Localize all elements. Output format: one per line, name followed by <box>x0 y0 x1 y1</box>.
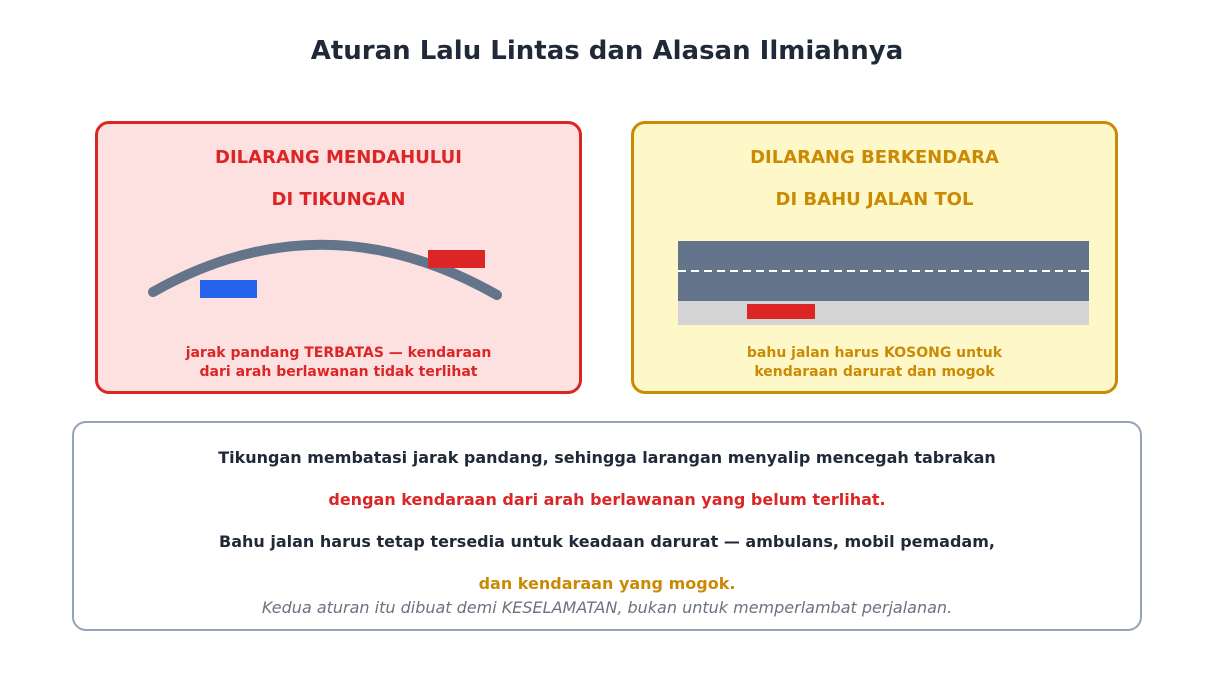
no-overtaking-curve-card <box>95 121 582 394</box>
summary-conclusion: Kedua aturan itu dibuat demi KESELAMATAN, bukan untuk memperlambat perjalanan. <box>261 598 953 617</box>
card-caption-line1: jarak pandang TERBATAS — kendaraan <box>185 345 492 361</box>
card-caption-line2: dari arah berlawanan tidak terlihat <box>199 364 478 380</box>
card-heading-line1: DILARANG MENDAHULUI <box>215 147 462 168</box>
summary-box <box>72 421 1142 631</box>
no-shoulder-driving-card <box>631 121 1118 394</box>
summary-line3: Bahu jalan harus tetap tersedia untuk keadaan darurat — ambulans, mobil pemadam, <box>219 532 995 551</box>
blue-car <box>200 280 257 298</box>
red-car-on-shoulder <box>747 304 815 319</box>
card-heading-line2: DI BAHU JALAN TOL <box>775 189 974 210</box>
page-title: Aturan Lalu Lintas dan Alasan Ilmiahnya <box>310 36 904 66</box>
summary-line1: Tikungan membatasi jarak pandang, sehingga larangan menyalip mencegah tabrakan <box>218 448 996 467</box>
summary-line2: dengan kendaraan dari arah berlawanan yang belum terlihat. <box>328 490 886 509</box>
card-heading-line2: DI TIKUNGAN <box>271 189 406 210</box>
card-caption-line2: kendaraan darurat dan mogok <box>754 364 995 380</box>
summary-line4: dan kendaraan yang mogok. <box>478 574 736 593</box>
red-car <box>428 250 485 268</box>
card-caption-line1: bahu jalan harus KOSONG untuk <box>746 345 1003 361</box>
road-shoulder <box>678 301 1089 325</box>
toll-road-lanes <box>678 241 1089 301</box>
card-heading-line1: DILARANG BERKENDARA <box>750 147 999 168</box>
